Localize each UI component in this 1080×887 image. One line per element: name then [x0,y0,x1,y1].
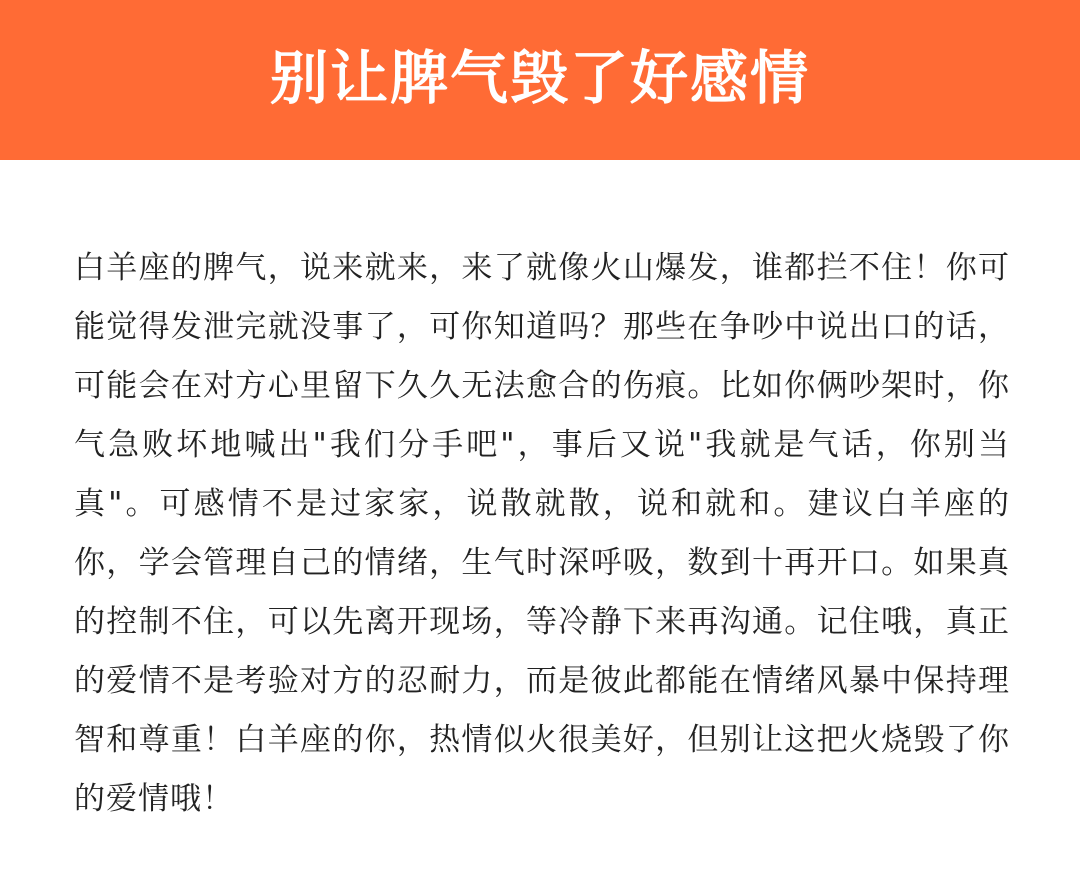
title-banner [0,0,1080,160]
page-title: 别让脾气毁了好感情 [269,44,810,112]
article-body: 白羊座的脾气，说来就来，来了就像火山爆发，谁都拦不住！你可能觉得发泄完就没事了，可你知道吗？那些在争吵中说出口的话，可能会在对方心里留下久久无法愈合的伤痕。比如你俩吵架时，你气急败坏地喊出"我们分手吧"，事后又说"我就是气话，你别当真"。可感情不是过家家，说散就散，说和就和。建议白羊座的你，学会管理自己的情绪，生气时深呼吸，数到十再开口。如果真的控制不住，可以先离开现场，等冷静下来再沟通。记住哦，真正的爱情不是考验对方的忍耐力，而是彼此都能在情绪风暴中保持理智和尊重！白羊座的你，热情似火很美好，但别让这把火烧毁了你的爱情哦！ [74,250,1010,817]
